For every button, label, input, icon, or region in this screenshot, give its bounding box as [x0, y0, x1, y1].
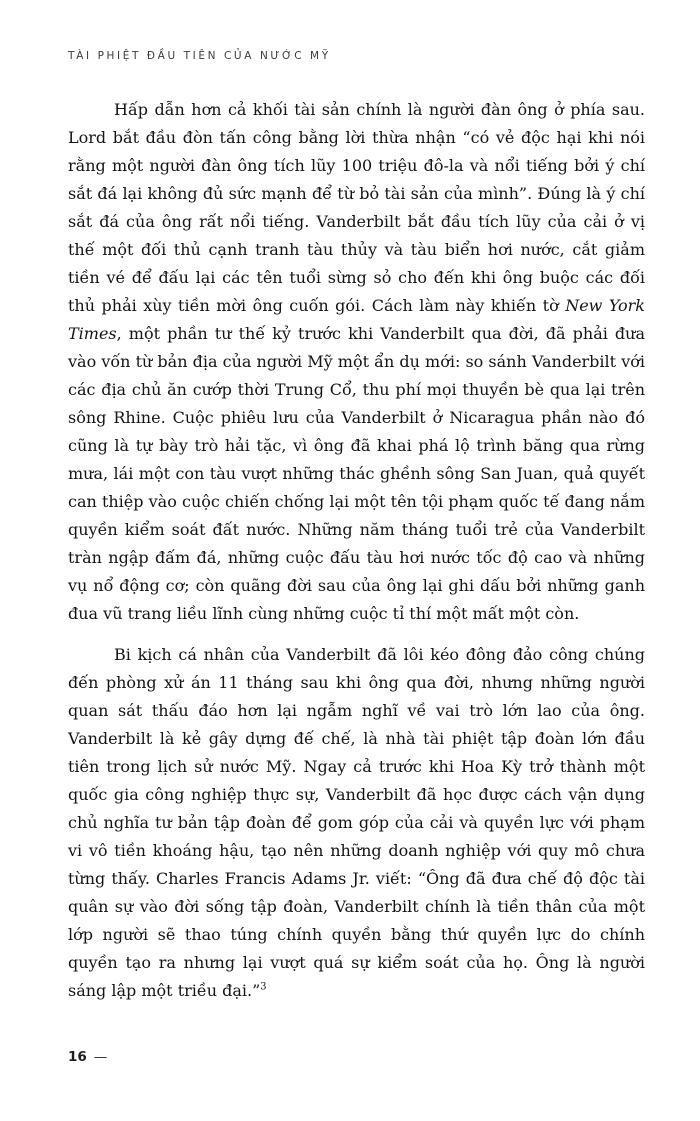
page-number-dash: —	[93, 1049, 108, 1065]
paragraph-1-text-start: Hấp dẫn hơn cả khối tài sản chính là người đàn ông ở phía sau. Lord bắt đầu đòn tấn công bằng lời thừa nhận “có vẻ độc hại khi nói rằng một người đàn ông tích lũy 100 triệu đô-la và nổi tiếng bởi ý chí sắt đá lại không đủ sức mạnh để từ bỏ tài sản của mình”. Đúng là ý chí sắt đá của ông rất nổi tiếng. Vanderbilt bắt đầu tích lũy của cải ở vị thế một đối thủ cạnh tranh tàu thủy và tàu biển hơi nước, cắt giảm tiền vé để đấu lại các tên tuổi sừng sỏ cho đến khi ông buộc các đối thủ phải xùy tiền mời ông cuốn gói. Cách làm này khiến tờ	[68, 100, 645, 315]
running-header: TÀI PHIỆT ĐẦU TIÊN CỦA NƯỚC MỸ	[68, 50, 331, 62]
page-number: 16	[68, 1049, 87, 1065]
page-body	[68, 96, 645, 1005]
paragraph-2	[68, 641, 645, 1005]
paragraph-1-text-end: , một phần tư thế kỷ trước khi Vanderbilt qua đời, đã phải đưa vào vốn từ bản địa của người Mỹ một ẩn dụ mới: so sánh Vanderbilt với các địa chủ ăn cướp thời Trung Cổ, thu phí mọi thuyền bè qua lại trên sông Rhine. Cuộc phiêu lưu của Vanderbilt ở Nicaragua phần nào đó cũng là tự bày trò hải tặc, vì ông đã khai phá lộ trình băng qua rừng mưa, lái một con tàu vượt những thác ghềnh sông San Juan, quả quyết can thiệp vào cuộc chiến chống lại một tên tội phạm quốc tế đang nắm quyền kiểm soát đất nước. Những năm tháng tuổi trẻ của Vanderbilt tràn ngập đấm đá, những cuộc đấu tàu hơi nước tốc độ cao và những vụ nổ động cơ; còn quãng đời sau của ông lại ghi dấu bởi những ganh đua vũ trang liều lĩnh cùng những cuộc tỉ thí một mất một còn.	[68, 324, 645, 623]
page-footer	[68, 1049, 107, 1065]
footnote-reference: 3	[260, 981, 267, 993]
paragraph-1	[68, 96, 645, 628]
paragraph-2-text: Bi kịch cá nhân của Vanderbilt đã lôi kéo đông đảo công chúng đến phòng xử án 11 tháng sau khi ông qua đời, nhưng những người quan sát thấu đáo hơn lại ngẫm nghĩ về vai trò lớn lao của ông. Vanderbilt là kẻ gây dựng đế chế, là nhà tài phiệt tập đoàn lớn đầu tiên trong lịch sử nước Mỹ. Ngay cả trước khi Hoa Kỳ trở thành một quốc gia công nghiệp thực sự, Vanderbilt đã học được cách vận dụng chủ nghĩa tư bản tập đoàn để gom góp của cải và quyền lực với phạm vi vô tiền khoáng hậu, tạo nên những doanh nghiệp với quy mô chưa từng thấy. Charles Francis Adams Jr. viết: “Ông đã đưa chế độ độc tài quân sự vào đời sống tập đoàn, Vanderbilt chính là tiền thân của một lớp người sẽ thao túng chính quyền bằng thứ quyền lực do chính quyền tạo ra nhưng lại vượt quá sự kiểm soát của họ. Ông là người sáng lập một triều đại.”	[68, 645, 645, 1000]
italic-publication-title: New York Times	[68, 296, 645, 343]
